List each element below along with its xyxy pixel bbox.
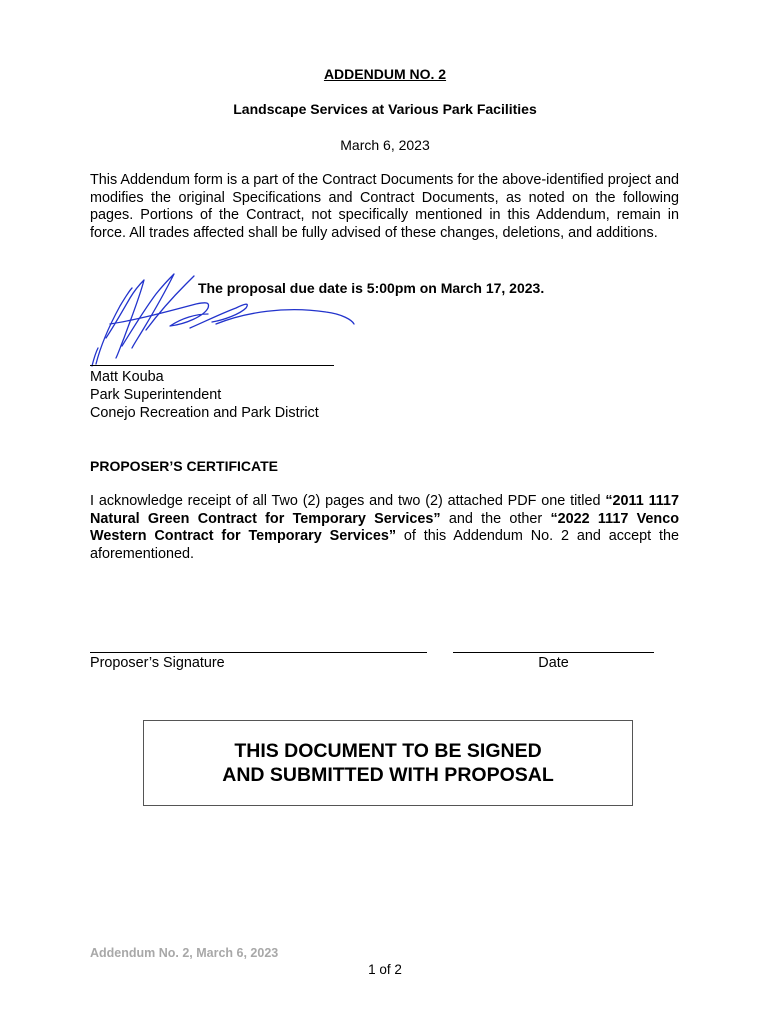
- certificate-text-3: of this Addendum No. 2 and accept the aforementioned.: [90, 528, 679, 562]
- proposer-signature-line[interactable]: [90, 652, 427, 653]
- page-number: 1 of 2: [368, 962, 402, 977]
- due-date-notice: The proposal due date is 5:00pm on March 17, 2023.: [198, 280, 545, 296]
- signer-name: Matt Kouba: [90, 369, 164, 385]
- certificate-text-2: and the other: [440, 510, 551, 527]
- handwritten-signature: [86, 268, 361, 370]
- intro-paragraph: This Addendum form is a part of the Contract Documents for the above-identified project and modifies the original Specifications and Contract Documents, as noted on the following pages. Portions of the Contract, not specifically mentioned in this Addendum, remain in force. All trades affected shall be fully advised of these changes, deletions, and additions.: [90, 172, 679, 241]
- certificate-paragraph: [90, 493, 679, 563]
- signer-title: Park Superintendent: [90, 387, 222, 403]
- proposer-signature-label: Proposer’s Signature: [90, 655, 225, 671]
- project-subtitle: Landscape Services at Various Park Facilities: [233, 101, 537, 117]
- notice-line-2: AND SUBMITTED WITH PROPOSAL: [222, 764, 554, 786]
- certificate-text-1: I acknowledge receipt of all Two (2) pages and two (2) attached PDF one titled: [90, 493, 606, 509]
- certificate-heading: PROPOSER’S CERTIFICATE: [90, 458, 278, 474]
- certificate-doc-1: “2011 1117 Natural Green Contract for Temporary Services”: [90, 493, 679, 527]
- addendum-title: ADDENDUM NO. 2: [323, 66, 447, 82]
- footer-addendum-ref: Addendum No. 2, March 6, 2023: [90, 946, 279, 960]
- submission-notice-box: [143, 720, 633, 806]
- date-line[interactable]: [453, 652, 654, 653]
- certificate-doc-2: “2022 1117 Venco Western Contract for Temporary Services”: [90, 510, 679, 545]
- signature-line: [90, 365, 334, 366]
- addendum-date: March 6, 2023: [340, 137, 430, 153]
- signer-organization: Conejo Recreation and Park District: [90, 405, 319, 421]
- notice-line-1: THIS DOCUMENT TO BE SIGNED: [234, 740, 542, 762]
- date-label: Date: [538, 655, 569, 671]
